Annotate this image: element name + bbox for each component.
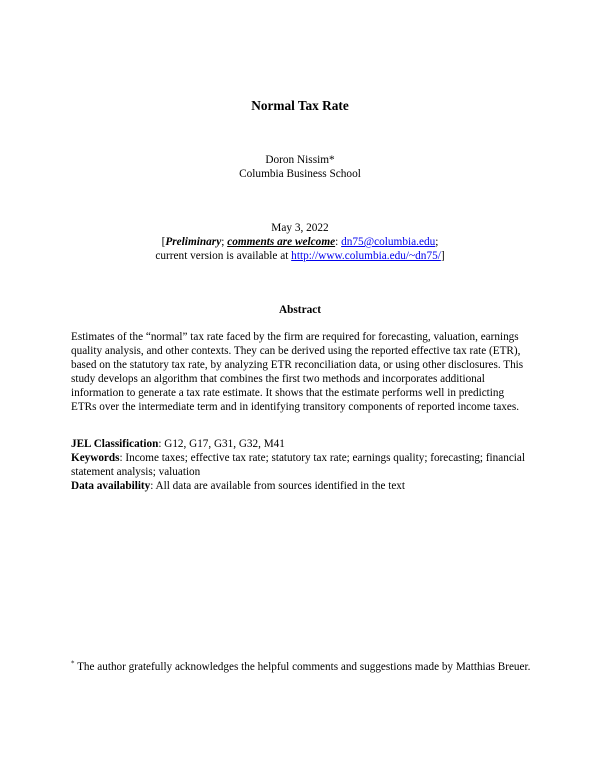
data-availability-label: Data availability xyxy=(71,480,151,493)
keywords-line xyxy=(71,451,531,479)
footnote-text: The author gratefully acknowledges the helpful comments and suggestions made by Matthias Breuer. xyxy=(74,661,531,673)
preliminary-note xyxy=(0,235,600,249)
keywords-label: Keywords xyxy=(71,452,120,465)
author-block xyxy=(0,153,600,181)
data-availability-line xyxy=(71,479,531,493)
date-block xyxy=(0,221,600,263)
author-line xyxy=(0,153,600,167)
version-url-link[interactable]: http://www.columbia.edu/~dn75/ xyxy=(291,250,441,262)
keywords-value: : Income taxes; effective tax rate; statutory tax rate; earnings quality; forecasting; financial statement analysis; valuation xyxy=(71,452,525,479)
bracket-close: ] xyxy=(440,250,445,262)
note-separator: ; xyxy=(435,236,439,248)
version-note xyxy=(0,249,600,263)
preliminary-label: Preliminary xyxy=(165,236,222,248)
footnote-mark: * xyxy=(71,659,75,668)
author-affiliation: Columbia Business School xyxy=(239,168,361,180)
jel-value: : G12, G17, G31, G32, M41 xyxy=(158,438,285,450)
footnote xyxy=(71,660,531,675)
note-separator: : xyxy=(335,236,342,248)
paper-date: May 3, 2022 xyxy=(271,222,329,234)
author-footnote-mark: * xyxy=(329,154,335,166)
version-prefix: current version is available at xyxy=(155,250,292,262)
jel-label: JEL Classification xyxy=(71,438,159,450)
abstract-text: Estimates of the “normal” tax rate faced by the firm are required for forecasting, valuation, earnings quality analysis, and other contexts. They can be derived using the reported effective tax rate (ETR), based on the statutory tax rate, by analyzing ETR reconciliation data, or using other disclosures. This study develops an algorithm that combines the first two methods and incorporates additional information to generate a tax rate estimate. It shows that the estimate performs well in predicting ETRs over the intermediate term and in identifying transitory components of reported income taxes. xyxy=(71,331,524,414)
author-email-link[interactable]: dn75@columbia.edu xyxy=(341,236,436,248)
jel-line xyxy=(71,437,531,451)
paper-title: Normal Tax Rate xyxy=(251,98,349,113)
data-availability-value: : All data are available from sources identified in the text xyxy=(150,480,405,493)
abstract-heading: Abstract xyxy=(278,304,322,316)
bracket-open: [ xyxy=(161,236,166,248)
comments-welcome-label: comments are welcome xyxy=(227,236,336,248)
note-separator: ; xyxy=(221,236,228,248)
metadata-block xyxy=(71,437,531,493)
author-name: Doron Nissim xyxy=(265,154,330,166)
